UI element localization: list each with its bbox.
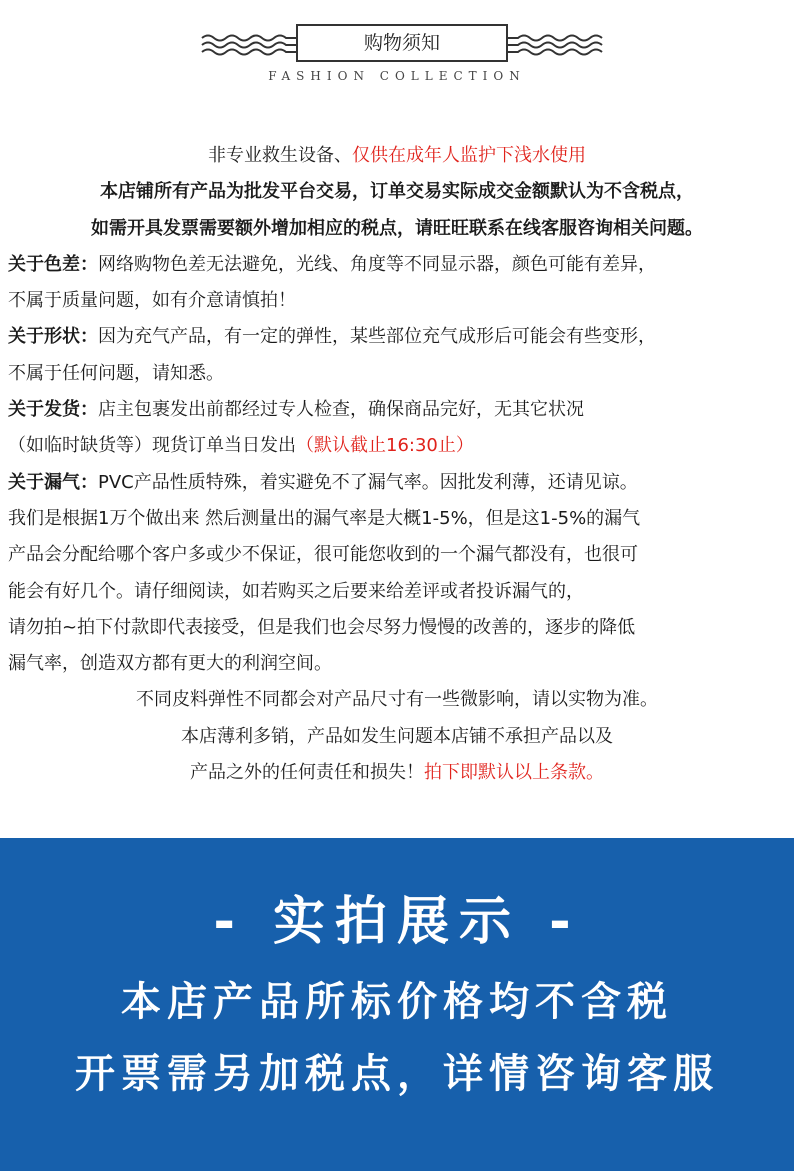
leak-line-4: 能会有好几个。请仔细阅读，如若购买之后要来给差评或者投诉漏气的， — [8, 580, 584, 602]
banner-tax-note: 本店产品所标价格均不含税 — [121, 979, 673, 1025]
color-line-2: 不属于质量问题，如有介意请慎拍！ — [8, 290, 296, 312]
page-header — [0, 0, 794, 100]
banner-invoice-note: 开票需另加税点，详情咨询客服 — [75, 1051, 719, 1097]
shape-line-2: 不属于任何问题，请知悉。 — [8, 362, 224, 384]
shipping-line-1 — [0, 392, 794, 428]
shipping-label: 关于发货： — [8, 399, 98, 421]
leak-line-6: 漏气率，创造双方都有更大的利润空间。 — [8, 653, 332, 675]
shape-text: 因为充气产品，有一定的弹性，某些部位充气成形后可能会有些变形， — [98, 326, 656, 348]
tax-line-1: 本店铺所有产品为批发平台交易，订单交易实际成交金额默认为不含税点， — [100, 181, 694, 203]
wave-decoration-right — [508, 32, 604, 58]
color-line-1 — [0, 247, 794, 283]
wave-decoration-left — [200, 32, 296, 58]
banner-title: - 实拍展示 - — [213, 892, 581, 952]
liability-text: 产品之外的任何责任和损失！ — [190, 762, 424, 784]
leak-label: 关于漏气： — [8, 471, 98, 493]
notice-title: 购物须知 — [296, 24, 508, 62]
leak-line-1 — [0, 465, 794, 501]
shape-line-1 — [0, 319, 794, 355]
leak-line-2: 我们是根据1万个做出来 然后测量出的漏气率是大概1-5%，但是这1-5%的漏气 — [8, 507, 641, 529]
liability-terms: 拍下即默认以上条款。 — [424, 762, 604, 784]
safety-warning: 仅供在成年人监护下浅水使用 — [352, 145, 586, 166]
color-text: 网络购物色差无法避免，光线、角度等不同显示器，颜色可能有差异， — [98, 253, 656, 275]
photo-banner — [0, 838, 794, 1171]
shipping-cutoff: （默认截止16:30止） — [296, 435, 474, 457]
shipping-text-2: （如临时缺货等）现货订单当日发出 — [8, 435, 296, 457]
shape-label: 关于形状： — [8, 326, 98, 348]
leak-line-3: 产品会分配给哪个客户多或少不保证，很可能您收到的一个漏气都没有，也很可 — [8, 544, 638, 566]
color-label: 关于色差： — [8, 253, 98, 275]
leak-text: PVC产品性质特殊，着实避免不了漏气率。因批发利薄，还请见谅。 — [98, 471, 638, 493]
leak-line-5: 请勿拍~拍下付款即代表接受，但是我们也会尽努力慢慢的改善的，逐步的降低 — [8, 616, 636, 638]
tax-line-2: 如需开具发票需要额外增加相应的税点，请旺旺联系在线客服咨询相关问题。 — [91, 217, 703, 239]
liability-line-1: 本店薄利多销，产品如发生问题本店铺不承担产品以及 — [181, 725, 613, 747]
shipping-line-2 — [0, 428, 794, 464]
safety-text: 非专业救生设备、 — [208, 145, 352, 166]
notice-subtitle: FASHION COLLECTION — [268, 69, 526, 83]
shipping-text: 店主包裹发出前都经过专人检查，确保商品完好，无其它状况 — [98, 399, 584, 421]
liability-line-2 — [0, 755, 794, 791]
size-note: 不同皮料弹性不同都会对产品尺寸有一些微影响，请以实物为准。 — [136, 689, 658, 711]
safety-line — [0, 138, 794, 174]
notice-body — [0, 138, 794, 791]
